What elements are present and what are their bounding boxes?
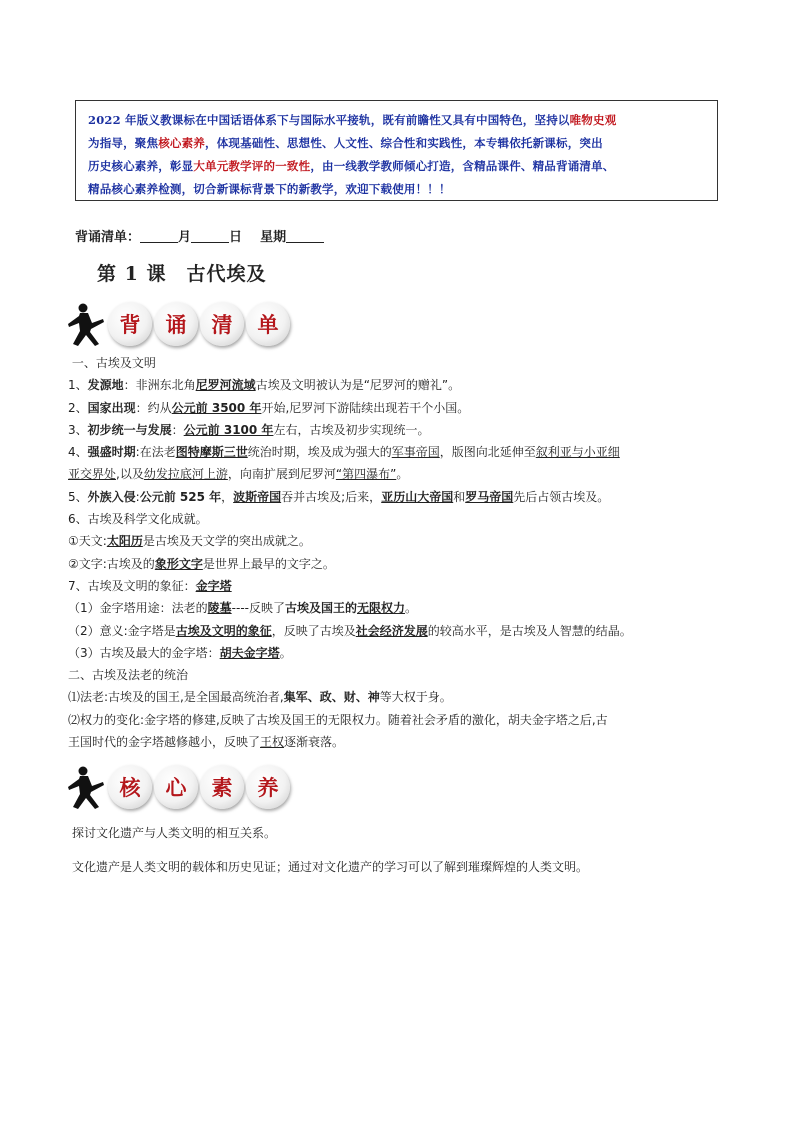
key-term: 社会经济发展 <box>355 623 428 638</box>
intro-line-3 <box>88 155 705 178</box>
recite-list-banner <box>66 300 292 348</box>
key-term: 古埃及国王的 <box>284 601 357 616</box>
key-term: 象形文字 <box>154 556 203 571</box>
key-term: 图特摩斯三世 <box>175 445 248 460</box>
list-item <box>68 575 728 597</box>
item-text: 先后占领古埃及。 <box>513 489 610 504</box>
list-item <box>68 486 728 508</box>
item-label: 外族入侵 <box>87 489 136 504</box>
key-term: 公元前 525 年 <box>139 489 222 504</box>
intro-line-2 <box>88 132 705 155</box>
sub-item <box>68 553 728 575</box>
intro-text: 2022 年版义教课标在中国话语体系下与国际水平接轨，既有前瞻性又具有中国特色，坚持以 <box>88 113 570 127</box>
list-item: 6、古埃及科学文化成就。 <box>68 512 208 527</box>
sub-item <box>68 530 728 552</box>
core-paragraph: 文化遗产是人类文明的载体和历史见证；通过对文化遗产的学习可以了解到璀璨辉煌的人类文明。 <box>72 860 589 874</box>
core-paragraph: 探讨文化遗产与人类文明的相互关系。 <box>72 826 277 840</box>
item-text: 的较高水平，是古埃及人智慧的结晶。 <box>427 623 632 638</box>
key-term: “第四瀑布” <box>335 467 397 482</box>
banner-char: 诵 <box>154 302 198 346</box>
banner-char: 素 <box>200 765 244 809</box>
intro-highlight: 唯物史观 <box>569 113 617 127</box>
item-text: ②文字:古埃及的 <box>68 556 155 571</box>
item-number: 4、 <box>68 445 88 460</box>
sub-item <box>68 620 728 642</box>
item-text: 统治时期，埃及成为强大的 <box>247 445 392 460</box>
item-text: ⑴法老:古埃及的国王,是全国最高统治者, <box>68 690 284 705</box>
item-text: ----反映了 <box>231 601 285 616</box>
list-item <box>68 419 728 441</box>
section-heading-text: 一、古埃及文明 <box>71 356 156 370</box>
key-term: 集军、政、财、神 <box>283 690 380 705</box>
sub-item <box>68 642 728 664</box>
key-term: 无限权力 <box>357 601 406 616</box>
item-text: （3）古埃及最大的金字塔： <box>68 645 220 660</box>
intro-text: 历史核心素养，彰显 <box>88 159 194 173</box>
key-term: 波斯帝国 <box>233 489 282 504</box>
intro-line-4: 精品核心素养检测，切合新课标背景下的新教学，欢迎下载使用！！！ <box>88 182 451 196</box>
list-item-continued <box>68 463 728 485</box>
key-term: 胡夫金字塔 <box>219 645 280 660</box>
intro-box <box>75 100 718 201</box>
item-text: ：约从 <box>135 400 172 415</box>
intro-text: 为指导，聚焦 <box>88 136 159 150</box>
key-term: 公元前 3100 年 <box>183 422 274 437</box>
item-text: ： <box>171 422 184 437</box>
key-term: 尼罗河流域 <box>195 378 256 393</box>
day-label: 日 <box>229 230 243 245</box>
item-text: 。 <box>405 601 418 616</box>
core-literacy-banner <box>66 763 292 811</box>
item-label: 国家出现 <box>87 400 136 415</box>
item-text: 是古埃及天文学的突出成就之。 <box>142 534 311 549</box>
item-number: 3、 <box>68 422 88 437</box>
item-text: 古埃及文明被认为是“尼罗河的赠礼”。 <box>255 378 461 393</box>
item-label: 初步统一与发展 <box>87 422 172 437</box>
section-heading: 二、古埃及法老的统治 <box>68 668 189 683</box>
item-text: 和 <box>453 489 466 504</box>
item-text: （2）意义:金字塔是 <box>68 623 176 638</box>
day-blank <box>191 228 229 243</box>
item-text: ：非洲东北角 <box>123 378 196 393</box>
section-heading <box>68 352 728 374</box>
intro-highlight: 核心素养 <box>158 136 206 150</box>
key-term: 金字塔 <box>195 578 232 593</box>
item-number: 1、 <box>68 378 88 393</box>
key-term: 太阳历 <box>106 534 143 549</box>
item-number: 2、 <box>68 400 88 415</box>
lesson-title: 第 1 课 古代埃及 <box>97 263 267 285</box>
banner-char: 心 <box>154 765 198 809</box>
item-text: 逐渐衰落。 <box>284 735 345 750</box>
list-item <box>68 374 728 396</box>
item-text: （1）金字塔用途：法老的 <box>68 601 208 616</box>
list-item <box>68 397 728 419</box>
recite-label: 背诵清单： <box>75 230 141 245</box>
recite-content <box>68 352 728 753</box>
item-text: 王国时代的金字塔越修越小，反映了 <box>68 735 261 750</box>
kungfu-figure-icon <box>66 301 106 347</box>
key-term: 幼发拉底河上游 <box>143 467 228 482</box>
item-text: :在法老 <box>135 445 176 460</box>
item-text: ①天文: <box>68 534 107 549</box>
item-text: 等大权于身。 <box>379 690 452 705</box>
key-term: 亚交界处 <box>68 467 117 482</box>
intro-line-1 <box>88 109 705 132</box>
item-text: : <box>135 489 140 504</box>
key-term: 陵墓 <box>207 601 232 616</box>
item-text: 开始,尼罗河下游陆续出现若干个小国。 <box>261 400 470 415</box>
banner-char: 背 <box>108 302 152 346</box>
item-text: 是世界上最早的文字之。 <box>202 556 335 571</box>
item-number: 5、 <box>68 489 88 504</box>
item-text: ， <box>221 489 234 504</box>
kungfu-figure-icon <box>66 764 106 810</box>
key-term: 公元前 3500 年 <box>171 400 262 415</box>
banner-circles <box>108 302 292 346</box>
key-term: 古埃及文明的象征 <box>175 623 272 638</box>
intro-text: ，由一线教学教师倾心打造，含精品课件、精品背诵清单、 <box>310 159 615 173</box>
intro-highlight: 大单元教学评的一致性 <box>193 159 311 173</box>
item-text: 左右，古埃及初步实现统一。 <box>273 422 430 437</box>
item-text: ，反映了古埃及 <box>271 623 356 638</box>
core-literacy-content <box>72 823 732 891</box>
intro-text: ，体现基础性、思想性、人文性、综合性和实践性，本专辑依托新课标，突出 <box>205 136 603 150</box>
list-item <box>68 686 728 708</box>
month-blank <box>140 228 178 243</box>
week-blank <box>286 228 324 243</box>
week-label: 星期 <box>260 230 287 245</box>
item-text: 。 <box>279 645 292 660</box>
key-term: 亚历山大帝国 <box>381 489 454 504</box>
item-text: ，版图向北延伸至 <box>439 445 536 460</box>
item-label: 发源地 <box>87 378 124 393</box>
banner-char: 核 <box>108 765 152 809</box>
recite-date-line <box>75 226 324 245</box>
item-text: 。 <box>396 467 409 482</box>
item-text: 吞并古埃及;后来， <box>281 489 382 504</box>
banner-char: 养 <box>246 765 290 809</box>
item-label: 强盛时期 <box>87 445 136 460</box>
month-label: 月 <box>178 230 192 245</box>
banner-char: 清 <box>200 302 244 346</box>
key-term: 罗马帝国 <box>465 489 514 504</box>
item-text: 7、古埃及文明的象征： <box>68 578 196 593</box>
item-text: ，向南扩展到尼罗河 <box>227 467 336 482</box>
key-term: 叙利亚与小亚细 <box>535 445 620 460</box>
list-item-continued <box>68 731 728 753</box>
list-item <box>68 441 728 463</box>
key-term: 王权 <box>260 735 285 750</box>
banner-char: 单 <box>246 302 290 346</box>
item-text: ,以及 <box>116 467 144 482</box>
sub-item <box>68 597 728 619</box>
list-item: ⑵权力的变化:金字塔的修建,反映了古埃及国王的无限权力。随着社会矛盾的激化，胡夫金字塔之后,古 <box>68 712 608 727</box>
key-term: 军事帝国 <box>391 445 440 460</box>
banner-circles <box>108 765 292 809</box>
